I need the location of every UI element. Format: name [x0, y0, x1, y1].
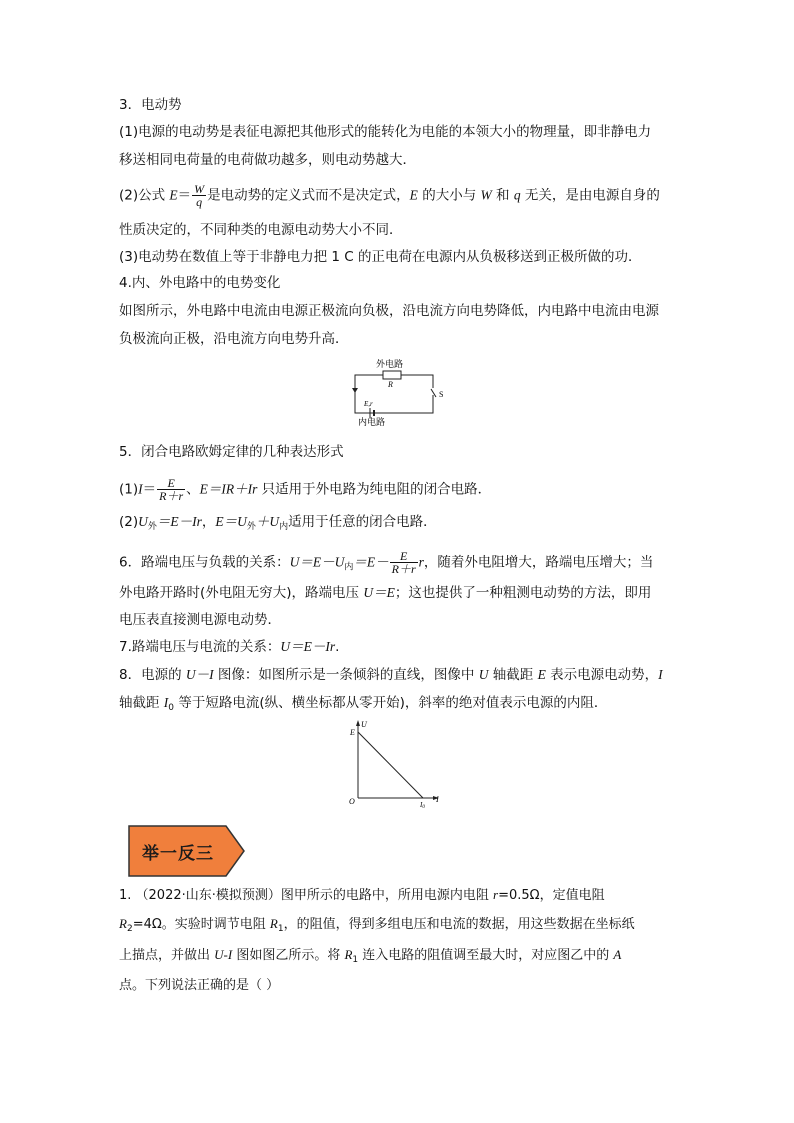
text: ，随着外电阻增大，路端电压增大；当 [423, 554, 654, 571]
section-3-para-1b: 移送相同电荷量的电荷做功越多，则电动势越大． [119, 152, 416, 168]
symbol-I: I [658, 667, 663, 682]
question-1-line-2 [119, 914, 635, 939]
section-3-para-2 [119, 183, 660, 208]
subscript: 内 [344, 562, 354, 573]
symbol-A: A [613, 947, 622, 962]
symbol-R: R [119, 916, 127, 931]
text: . [335, 639, 340, 655]
resistor-icon [383, 371, 401, 379]
text: 连入电路的阻值调至最大时，对应图乙中的 [358, 948, 614, 963]
text: ， [201, 514, 216, 530]
symbol-R: R [344, 947, 353, 962]
text: 轴截距 [488, 667, 538, 683]
section-3-para-3: (3)电动势在数值上等于非静电力把 1 C 的正电荷在电源内从负极移送到正极所做的功． [119, 249, 642, 265]
resistor-label: R [388, 380, 393, 389]
formula: E＝IR＋Ir [199, 481, 258, 497]
origin-label: O [349, 797, 355, 806]
denominator: q [196, 195, 203, 209]
section-3-para-1a: (1)电源的电动势是表征电源把其他形式的能转化为电能的本领大小的物理量，即非静电力 [119, 124, 652, 140]
formula: U＝E－Ir [280, 639, 336, 654]
subscript: 内 [279, 522, 289, 532]
section-5-para-1 [119, 477, 491, 502]
formula: U＝E [363, 585, 395, 600]
section-4-title: 4.内、外电路中的电势变化 [119, 275, 281, 291]
text: 无关，是由电源自身的 [520, 187, 660, 204]
section-6-para-3: 电压表直接测电源电动势． [119, 612, 281, 628]
symbol-W: W [480, 187, 492, 203]
symbol-r: r [418, 554, 424, 570]
text: 等于短路电流(纵、横坐标都从零开始)，斜率的绝对值表示电源的内阻． [174, 695, 608, 711]
text: 只适用于外电路为纯电阻的闭合电路． [257, 481, 492, 498]
section-4-para-1b: 负极流向正极，沿电流方向电势升高． [119, 331, 349, 347]
i0-subscript: 0 [422, 805, 425, 810]
symbol-U: U [138, 514, 148, 529]
arrow-icon [356, 720, 360, 726]
text: 6．路端电压与负载的关系： [119, 554, 290, 571]
section-5-para-2 [119, 512, 437, 537]
denominator: R＋r [159, 489, 184, 503]
text: ＝ [142, 481, 157, 498]
question-1-line-4: 点。下列说法正确的是（ ） [119, 978, 280, 993]
text: ；这也提供了一种粗测电动势的方法，即用 [394, 585, 652, 601]
section-5-title: 5．闭合电路欧姆定律的几种表达形式 [119, 444, 344, 460]
text: 是电动势的定义式而不是决定式， [207, 187, 410, 204]
symbol-R: R [269, 916, 278, 931]
formula: ＝E－Ir [156, 514, 202, 529]
u-axis-label: U [361, 720, 367, 729]
text: 1. （2022·山东·模拟预测）图甲所示的电路中，所用电源内电阻 [119, 888, 494, 903]
outer-circuit-label: 外电路 [376, 360, 404, 370]
banner-text: 举一反三 [142, 843, 214, 864]
question-1-line-3 [119, 945, 621, 970]
subscript: 外 [147, 522, 157, 532]
fraction-E-over-Rr [157, 477, 185, 502]
symbol-r: r [493, 887, 499, 902]
text: 图如图乙所示。将 [232, 948, 345, 963]
text: 图像：如图所示是一条倾斜的直线，图像中 [213, 667, 479, 683]
text: 、 [186, 481, 200, 498]
subscript: 2 [126, 924, 133, 934]
formula: U-I [214, 947, 233, 962]
text: 7.路端电压与电流的关系： [119, 639, 281, 655]
i-axis-label: I [436, 795, 439, 804]
text: 上描点，并做出 [119, 948, 215, 963]
text: 外电路开路时(外电阻无穷大)，路端电压 [119, 585, 364, 601]
text: (2) [119, 514, 139, 530]
i0-label [419, 801, 425, 810]
section-8-para-1 [119, 665, 663, 685]
text: ＝ [177, 187, 192, 204]
subscript: 1 [277, 924, 284, 934]
inner-circuit-label: 内电路 [358, 418, 386, 428]
formula: ＝E－ [353, 554, 389, 570]
formula: U－I [185, 667, 214, 682]
section-7 [119, 637, 339, 657]
formula: E＝U [215, 514, 247, 529]
text: (1) [119, 481, 139, 498]
text: ，的阻值，得到多组电压和电流的数据，用这些数据在坐标纸 [283, 917, 635, 932]
denominator: R＋r [391, 562, 416, 576]
numerator: E [390, 550, 418, 563]
symbol-U: U [478, 667, 489, 682]
text: (2)公式 [119, 187, 170, 204]
symbol-E: E [409, 187, 418, 203]
switch-label: S [439, 390, 444, 399]
section-8-para-2 [119, 693, 607, 718]
symbol-I: I [163, 695, 169, 710]
e-intercept-label: E [350, 728, 355, 737]
numerator: W [194, 182, 205, 196]
symbol-E: E [169, 187, 178, 203]
text: =0.5Ω，定值电阻 [498, 888, 605, 903]
text: 8．电源的 [119, 667, 186, 683]
text: 轴截距 [119, 695, 164, 711]
question-1-line-1 [119, 885, 605, 906]
i0-letter: I [420, 801, 423, 809]
fraction-W-over-q [192, 183, 206, 208]
formula: U＝E－U [289, 554, 345, 570]
symbol-q: q [513, 187, 521, 203]
u-i-line [358, 732, 423, 798]
source-label: E,r [364, 400, 373, 408]
section-6-para-1 [119, 550, 653, 578]
text: 的大小与 [417, 187, 481, 204]
formula: ＋U [255, 514, 280, 529]
symbol-E: E [537, 667, 546, 682]
text: 适用于任意的闭合电路． [288, 514, 437, 530]
text: =4Ω。实验时调节电阻 [132, 917, 270, 932]
numerator: E [157, 477, 185, 490]
subscript: 0 [168, 703, 175, 713]
fraction-E-over-Rr [390, 550, 418, 575]
section-4-para-1a: 如图所示，外电路中电流由电源正极流向负极，沿电流方向电势降低，内电路中电流由电源 [119, 303, 659, 319]
section-3-title: 3．电动势 [119, 97, 182, 113]
text: 表示电源电动势， [545, 667, 659, 683]
text: 和 [491, 187, 514, 204]
subscript: 1 [352, 955, 359, 965]
subscript: 外 [246, 522, 256, 532]
arrow-icon [352, 388, 358, 393]
u-i-graph [345, 718, 445, 810]
section-6-para-2 [119, 583, 651, 603]
section-3-para-2b: 性质决定的，不同种类的电源电动势大小不同． [119, 222, 403, 238]
circuit-diagram [340, 355, 455, 430]
symbol-I: I [138, 481, 143, 497]
